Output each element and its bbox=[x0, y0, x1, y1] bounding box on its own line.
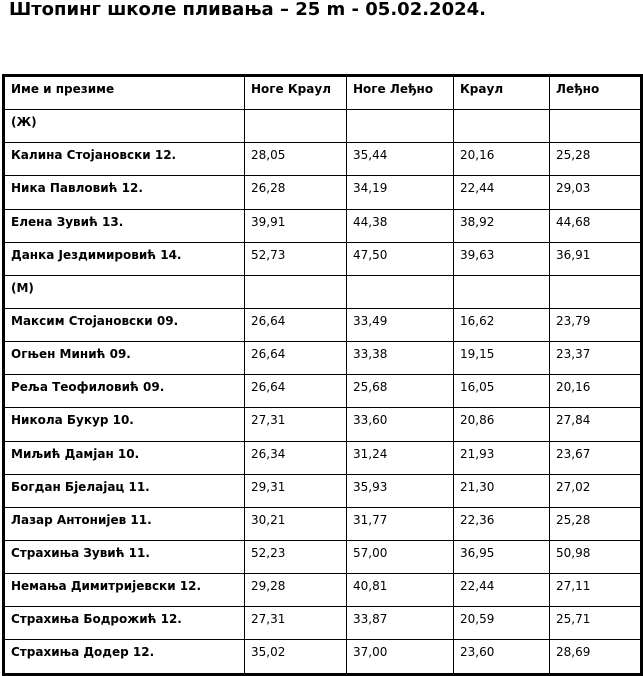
table-cell-freestyle: 22,36 bbox=[454, 507, 550, 540]
table-cell-name: Лазар Антонијев 11. bbox=[4, 507, 245, 540]
table-row bbox=[4, 441, 642, 474]
header-cell-kick-backstroke: Ноге Леђно bbox=[347, 76, 454, 110]
table-cell-freestyle: 20,16 bbox=[454, 143, 550, 176]
table-row bbox=[4, 474, 642, 507]
table-row bbox=[4, 342, 642, 375]
table-row bbox=[4, 574, 642, 607]
table-cell-name: Страхиња Зувић 11. bbox=[4, 540, 245, 573]
table-cell-freestyle: 19,15 bbox=[454, 342, 550, 375]
table-cell-freestyle bbox=[454, 110, 550, 143]
table-cell-freestyle: 23,60 bbox=[454, 640, 550, 674]
table-cell-freestyle bbox=[454, 275, 550, 308]
table-cell-name: Реља Теофиловић 09. bbox=[4, 375, 245, 408]
table-cell-name: Страхиња Додер 12. bbox=[4, 640, 245, 674]
table-cell-kick-backstroke: 31,77 bbox=[347, 507, 454, 540]
table-cell-kick-freestyle bbox=[245, 110, 347, 143]
table-cell-backstroke: 25,28 bbox=[550, 143, 642, 176]
table-cell-backstroke bbox=[550, 110, 642, 143]
table-cell-name: Данка Јездимировић 14. bbox=[4, 242, 245, 275]
table-cell-backstroke: 23,37 bbox=[550, 342, 642, 375]
table-cell-freestyle: 38,92 bbox=[454, 209, 550, 242]
table-cell-backstroke: 50,98 bbox=[550, 540, 642, 573]
table-row bbox=[4, 507, 642, 540]
table-cell-backstroke: 25,71 bbox=[550, 607, 642, 640]
table-cell-backstroke: 44,68 bbox=[550, 209, 642, 242]
table-cell-kick-freestyle: 27,31 bbox=[245, 408, 347, 441]
table-cell-freestyle: 16,05 bbox=[454, 375, 550, 408]
table-cell-backstroke: 20,16 bbox=[550, 375, 642, 408]
table-cell-kick-backstroke: 44,38 bbox=[347, 209, 454, 242]
table-cell-kick-freestyle: 29,31 bbox=[245, 474, 347, 507]
table-cell-name: Елена Зувић 13. bbox=[4, 209, 245, 242]
header-cell-freestyle: Краул bbox=[454, 76, 550, 110]
table-cell-name: (М) bbox=[4, 275, 245, 308]
table-cell-kick-freestyle: 30,21 bbox=[245, 507, 347, 540]
header-cell-backstroke: Леђно bbox=[550, 76, 642, 110]
table-row bbox=[4, 540, 642, 573]
table-cell-kick-freestyle: 52,73 bbox=[245, 242, 347, 275]
table-cell-kick-backstroke: 33,49 bbox=[347, 308, 454, 341]
table-cell-kick-backstroke: 25,68 bbox=[347, 375, 454, 408]
table-header-row bbox=[4, 76, 642, 110]
table-cell-kick-backstroke: 33,38 bbox=[347, 342, 454, 375]
table-cell-name: Страхиња Бодрожић 12. bbox=[4, 607, 245, 640]
table-cell-kick-freestyle: 39,91 bbox=[245, 209, 347, 242]
table-cell-backstroke: 25,28 bbox=[550, 507, 642, 540]
table-cell-freestyle: 22,44 bbox=[454, 574, 550, 607]
table-row bbox=[4, 408, 642, 441]
table-cell-freestyle: 20,59 bbox=[454, 607, 550, 640]
table-cell-freestyle: 20,86 bbox=[454, 408, 550, 441]
header-cell-name: Име и презиме bbox=[4, 76, 245, 110]
table-cell-kick-backstroke: 37,00 bbox=[347, 640, 454, 674]
table-cell-kick-backstroke: 47,50 bbox=[347, 242, 454, 275]
table-cell-kick-freestyle: 26,64 bbox=[245, 375, 347, 408]
table-cell-kick-backstroke: 31,24 bbox=[347, 441, 454, 474]
table-cell-freestyle: 21,93 bbox=[454, 441, 550, 474]
table-cell-kick-freestyle: 26,28 bbox=[245, 176, 347, 209]
header-cell-kick-freestyle: Ноге Краул bbox=[245, 76, 347, 110]
table-cell-kick-backstroke: 35,93 bbox=[347, 474, 454, 507]
table-cell-kick-freestyle: 29,28 bbox=[245, 574, 347, 607]
table-row bbox=[4, 308, 642, 341]
table-cell-kick-freestyle: 52,23 bbox=[245, 540, 347, 573]
table-cell-name: Богдан Бјелајац 11. bbox=[4, 474, 245, 507]
table-cell-kick-backstroke: 35,44 bbox=[347, 143, 454, 176]
table-cell-kick-freestyle: 27,31 bbox=[245, 607, 347, 640]
table-cell-freestyle: 21,30 bbox=[454, 474, 550, 507]
table-cell-name: Максим Стојановски 09. bbox=[4, 308, 245, 341]
table-cell-kick-backstroke: 33,60 bbox=[347, 408, 454, 441]
table-cell-backstroke bbox=[550, 275, 642, 308]
table-cell-name: Ника Павловић 12. bbox=[4, 176, 245, 209]
table-cell-kick-freestyle bbox=[245, 275, 347, 308]
table-cell-kick-freestyle: 26,34 bbox=[245, 441, 347, 474]
table-cell-kick-backstroke: 33,87 bbox=[347, 607, 454, 640]
table-cell-kick-backstroke bbox=[347, 110, 454, 143]
table-cell-name: Калина Стојановски 12. bbox=[4, 143, 245, 176]
table-cell-name: Миљић Дамјан 10. bbox=[4, 441, 245, 474]
table-group-row bbox=[4, 110, 642, 143]
table-row bbox=[4, 242, 642, 275]
table-cell-backstroke: 23,79 bbox=[550, 308, 642, 341]
table-cell-kick-backstroke: 40,81 bbox=[347, 574, 454, 607]
table-cell-name: Огњен Минић 09. bbox=[4, 342, 245, 375]
table-cell-kick-backstroke: 57,00 bbox=[347, 540, 454, 573]
table-cell-backstroke: 36,91 bbox=[550, 242, 642, 275]
table-cell-freestyle: 22,44 bbox=[454, 176, 550, 209]
table-row bbox=[4, 640, 642, 674]
table-cell-name: Немања Димитријевски 12. bbox=[4, 574, 245, 607]
document-title: Штопинг школе пливања – 25 m - 05.02.2024. bbox=[9, 0, 486, 20]
table-cell-backstroke: 27,11 bbox=[550, 574, 642, 607]
table-row bbox=[4, 176, 642, 209]
table-group-row bbox=[4, 275, 642, 308]
table-row bbox=[4, 375, 642, 408]
table-cell-freestyle: 39,63 bbox=[454, 242, 550, 275]
table-cell-backstroke: 27,02 bbox=[550, 474, 642, 507]
table-cell-freestyle: 16,62 bbox=[454, 308, 550, 341]
table-row bbox=[4, 607, 642, 640]
table-cell-backstroke: 29,03 bbox=[550, 176, 642, 209]
table-row bbox=[4, 209, 642, 242]
table-cell-backstroke: 23,67 bbox=[550, 441, 642, 474]
table-cell-kick-backstroke bbox=[347, 275, 454, 308]
table-row bbox=[4, 143, 642, 176]
table-cell-kick-freestyle: 26,64 bbox=[245, 342, 347, 375]
table-cell-name: (Ж) bbox=[4, 110, 245, 143]
table-cell-kick-freestyle: 26,64 bbox=[245, 308, 347, 341]
table-cell-kick-freestyle: 28,05 bbox=[245, 143, 347, 176]
table-cell-name: Никола Букур 10. bbox=[4, 408, 245, 441]
table-body bbox=[4, 76, 642, 675]
table-cell-backstroke: 28,69 bbox=[550, 640, 642, 674]
table-cell-freestyle: 36,95 bbox=[454, 540, 550, 573]
table-cell-backstroke: 27,84 bbox=[550, 408, 642, 441]
table-cell-kick-backstroke: 34,19 bbox=[347, 176, 454, 209]
table-cell-kick-freestyle: 35,02 bbox=[245, 640, 347, 674]
results-table bbox=[2, 74, 643, 676]
